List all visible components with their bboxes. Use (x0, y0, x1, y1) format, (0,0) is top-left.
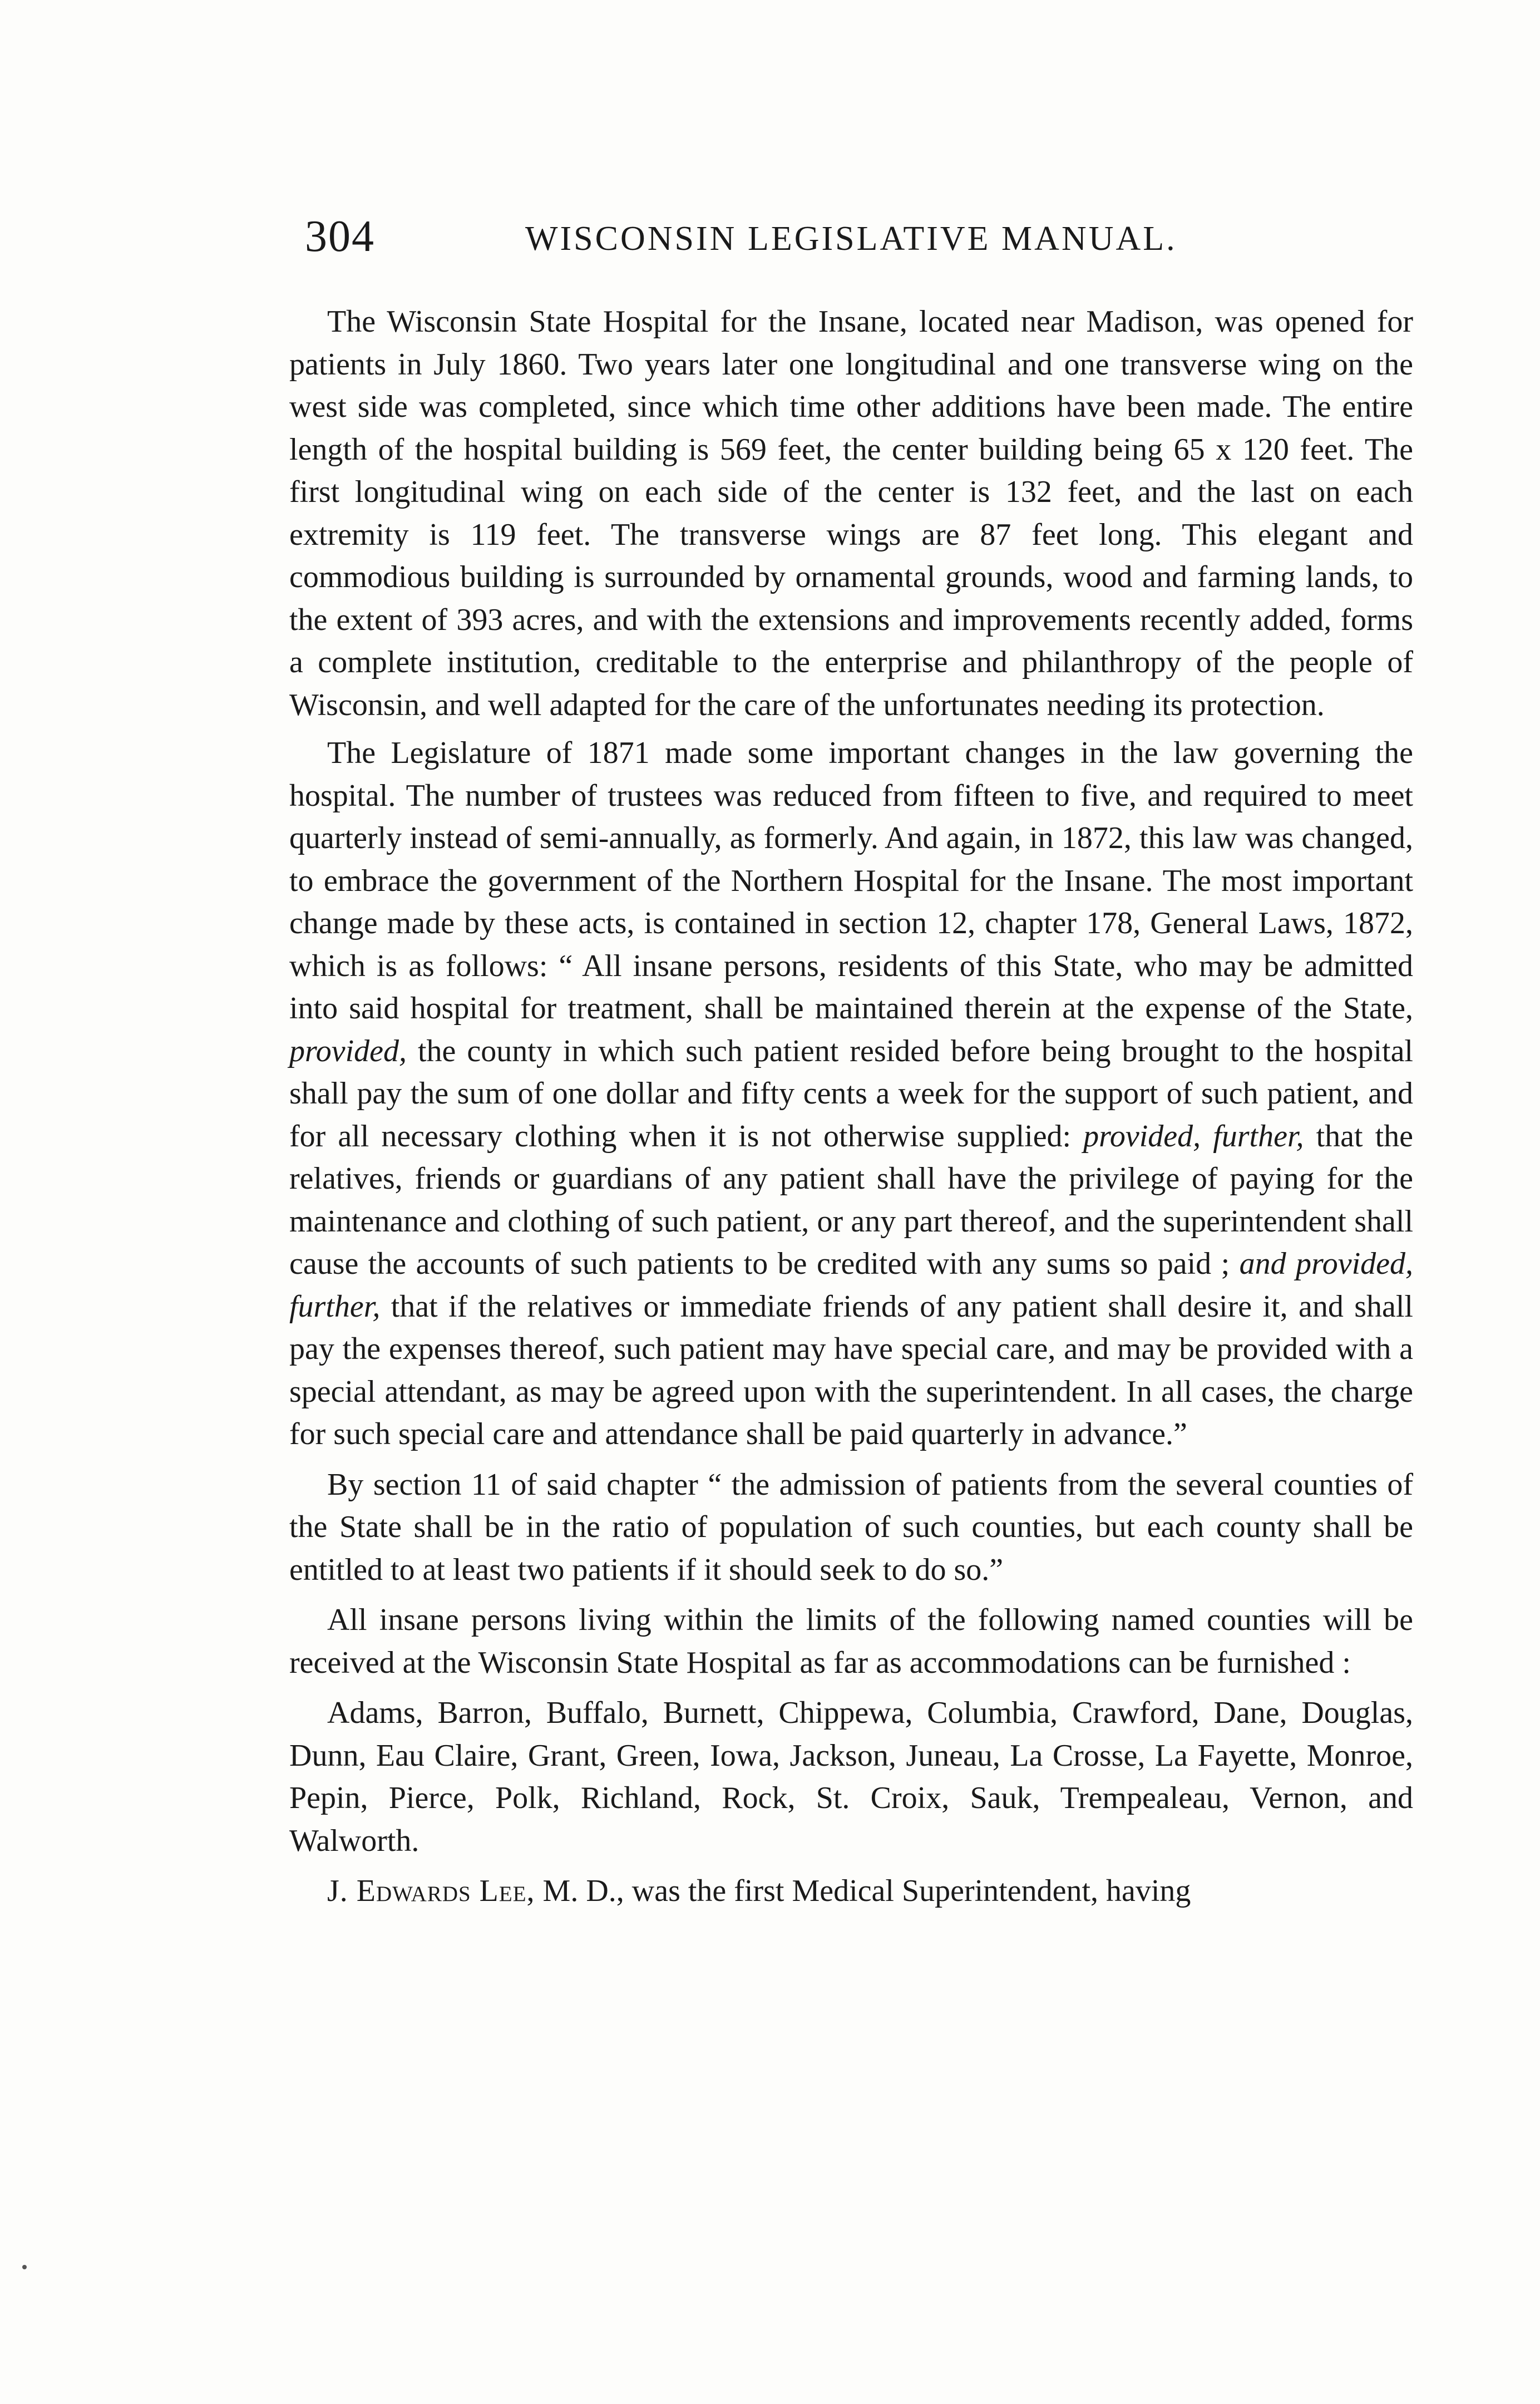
italic-provided-further: provided, further, (1083, 1119, 1304, 1154)
legislature-text-3: that the relatives, friends or guardians of any patient shall have the privilege of paying for the maintenance and clothing of such patient, or any part thereof, and the superintendent shall cause the accounts of such patients to be credited with any sums so paid ; (289, 1119, 1414, 1281)
body-text (289, 300, 1413, 1918)
paragraph-superintendent (289, 1870, 1413, 1913)
paragraph-legislature-changes (289, 732, 1413, 1456)
page-number: 304 (305, 212, 375, 261)
paragraph-county-list: Adams, Barron, Buffalo, Burnett, Chippewa, Columbia, Crawford, Dane, Douglas, Dunn, Eau Claire, Grant, Green, Iowa, Jackson, Juneau, La Crosse, La Fayette, Monroe, Pepin, Pierce, Polk, Richland, Rock, St. Croix, Sauk, Trempealeau, Vernon, and Walworth. (289, 1696, 1413, 1858)
paragraph-section-11: By section 11 of said chapter “ the admission of patients from the several counties of the State shall be in the ratio of population of such counties, but each county shall be entitled to at least two patients if it should seek to do so.” (289, 1467, 1413, 1587)
page-header (305, 211, 1418, 278)
legislature-text-4: that if the relatives or immediate friends of any patient shall desire it, and shall pay the expenses thereof, such patient may have special care, and may be provided with a special attendant, as may be agreed upon with the superintendent. In all cases, the charge for such special care and attendance shall be paid quarterly in advance.” (289, 1289, 1413, 1451)
italic-and-provided-further: and provided, further, (289, 1247, 1414, 1324)
paragraph-admission-counties: All insane persons living within the limits of the following named counties will be received at the Wisconsin State Hospital as far as accommodations can be furnished : (289, 1603, 1413, 1680)
legislature-text-1: The Legislature of 1871 made some important changes in the law governing the hospital. The number of trustees was reduced from fifteen to five, and required to meet quarterly instead of semi-annually, as formerly. And again, in 1872, this law was changed, to embrace the government of the Northern Hospital for the Insane. The most important change made by these acts, is contained in section 12, chapter 178, General Laws, 1872, which is as follows: “ All insane persons, residents of this State, who may be admitted into said hospital for treatment, shall be maintained therein at the expense of the State, (289, 736, 1413, 1026)
paragraph-hospital-description: The Wisconsin State Hospital for the Insane, located near Madison, was opened for patients in July 1860. Two years later one longitudinal and one transverse wing on the west side was completed, since which time other additions have been made. The entire length of the hospital building is 569 feet, the center building being 65 x 120 feet. The first longitudinal wing on each side of the center is 132 feet, and the last on each extremity is 119 feet. The transverse wings are 87 feet long. This elegant and commodious building is surrounded by ornamental grounds, wood and farming lands, to the extent of 393 acres, and with the extensions and improvements recently added, forms a complete institution, creditable to the enterprise and philanthropy of the people of Wisconsin, and well adapted for the care of the unfortunates needing its protection. (289, 304, 1413, 722)
superintendent-text: M. D., was the first Medical Superintendent, having (535, 1874, 1191, 1908)
legislature-text-2: the county in which such patient resided before being brought to the hospital shall pay the sum of one dollar and fifty cents a week for the support of such patient, and for all necessary clothing when it is not otherwise supplied: (289, 1033, 1413, 1154)
italic-provided: provided, (289, 1033, 407, 1068)
running-title: WISCONSIN LEGISLATIVE MANUAL. (525, 220, 1177, 258)
specks (22, 2265, 27, 2269)
superintendent-name: J. Edwards Lee, (327, 1874, 535, 1908)
